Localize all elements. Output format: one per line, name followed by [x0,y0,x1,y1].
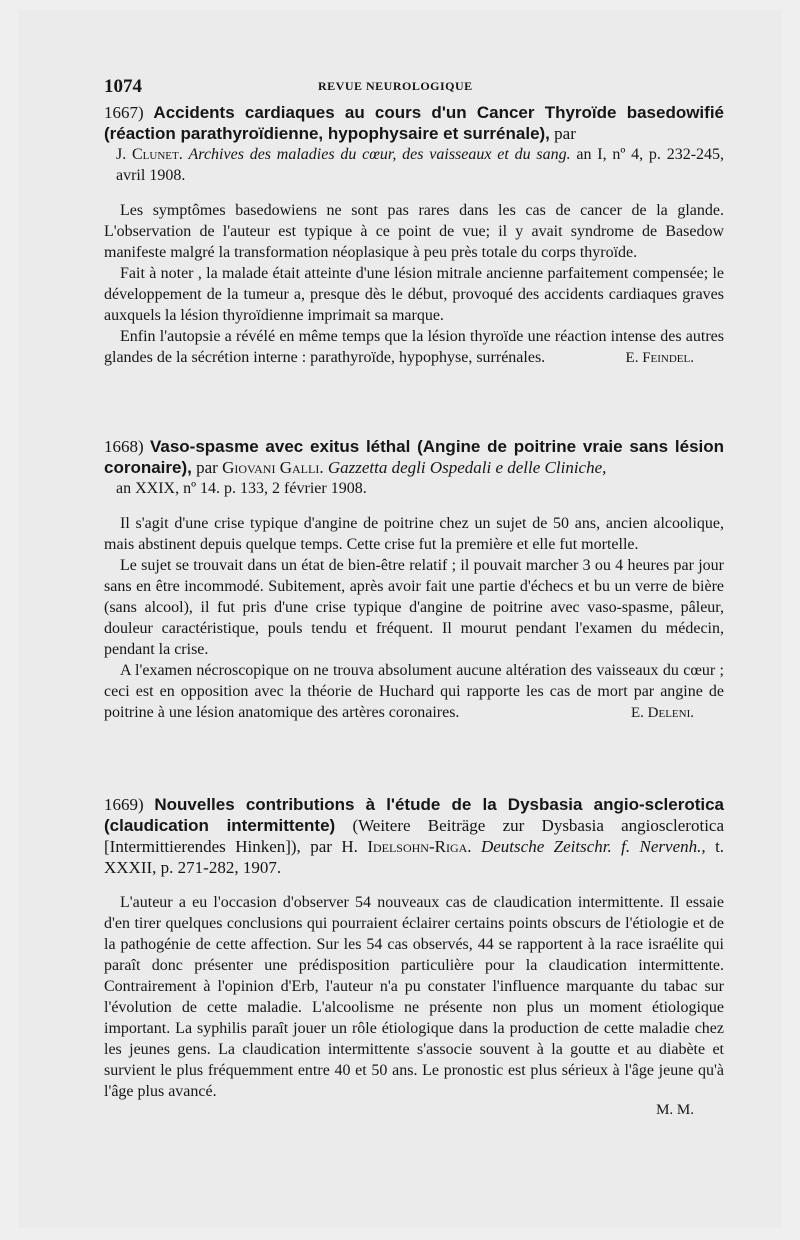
article-journal: Archives des maladies du cœur, des vaisseaux et du sang. [188,146,571,163]
article-author: J. Clunet. [116,146,183,163]
page-number: 1074 [104,76,142,97]
article-journal: Gazzetta degli Ospedali e delle Cliniche, [327,458,607,477]
by-word: par [554,124,576,143]
by-word: par [196,458,218,477]
article-author: H. Idelsohn-Riga. [341,837,472,856]
article-author: Giovani Galli. [222,458,324,477]
article-reference [104,144,724,186]
article-citation: t. XXXII, p. 271-282, 1907. [104,837,725,877]
page-header [104,76,724,98]
paragraph: L'auteur a eu l'occasion d'observer 54 nouveaux cas de claudication intermittente. Il essaie d'en tirer quelques conclusions qui pourraient éclairer certains points obscurs de l'étiologie et de la pathogénie de cette affection. Sur les 54 cas observés, 44 se rapportent à la race israélite qui paraît donc présenter une prédisposition particulière pour la claudication intermittente. Contrairement à l'opinion d'Erb, l'auteur n'a pu constater l'influence marquante du tabac sur l'évolution de cette maladie. L'alcoolisme ne présente non plus un moment étiologique important. La syphilis paraît jouer un rôle étiologique dans la production de cette maladie chez les jeunes gens. La claudication intermittente s'associe souvent à la goutte et au diabète et survient le plus fréquemment entre 40 et 50 ans. Le pronostic est plus sérieux à l'âge jeune qu'à l'âge plus avancé. [104,894,724,1100]
signature-text: M. M. [656,1102,694,1118]
paragraph: Fait à noter , la malade était atteinte d'une lésion mitrale ancienne parfaitement compensée; le développement de la tumeur a, presque dès le début, provoqué des accidents cardiaques graves auxquels la lésion thyroïdienne imprimait sa marque. [104,265,724,324]
article-heading: Vaso-spasme avec exitus léthal (Angine de poitrine vraie sans lésion coronaire), [104,437,725,477]
article-number: 1667) [104,103,144,122]
paragraph: Les symptômes basedowiens ne sont pas rares dans les cas de cancer de la glande. L'observation de l'auteur est typique à ce point de vue; il y avait syndrome de Basedow manifeste malgré la transformation néoplasique à peu près totale du corps thyroïde. [104,202,724,261]
article-number: 1669) [104,795,144,814]
article-citation: an I, nº 4, p. 232-245, avril 1908. [116,146,725,184]
article-reference [104,478,724,499]
article-1669 [104,794,724,1119]
paragraph: Enfin l'autopsie a révélé en même temps que la lésion thyroïde une réaction intense des autres glandes de la sécrétion interne : parathyroïde, hypophyse, surrénales. [104,328,724,366]
article-body [104,513,724,723]
article-title [104,102,724,144]
article-title [104,794,724,878]
paragraph: Le sujet se trouvait dans un état de bien-être relatif ; il pouvait marcher 3 ou 4 heures par jour sans en être incommodé. Subitement, après avoir fait une partie d'échecs et bu un verre de bière (sans alcool), il fut pris d'une crise typique d'angine de poitrine avec vaso-spasme, pâleur, douleur caractéristique, pouls tendu et fréquent. Il mourut pendant l'examen du médecin, pendant la crise. [104,557,724,658]
article-title [104,436,724,478]
article-1668 [104,436,724,722]
article-number: 1668) [104,437,144,456]
article-body [104,892,724,1102]
signature-text: E. Deleni. [630,705,694,721]
article-heading: Accidents cardiaques au cours d'un Cancer Thyroïde basedowifié (réaction parathyroïdienne, hypophysaire et surrénale), [104,103,724,143]
article-subtitle: (Weitere Beiträge zur Dysbasia angiosclerotica [Intermittierendes Hinken]), [104,816,725,856]
paragraph: Il s'agit d'une crise typique d'angine de poitrine chez un sujet de 50 ans, ancien alcoolique, mais abstinent depuis quelque temps. Cette crise fut la première et elle fut mortelle. [104,515,724,553]
article-citation: an XXIX, nº 14. p. 133, 2 février 1908. [116,480,367,497]
paragraph: A l'examen nécroscopique on ne trouva absolument aucune altération des vaisseaux du cœur ; ceci est en opposition avec la théorie de Huchard qui rapporte les cas de mort par angine de poitrine à une lésion anatomique des artères coronaires. [104,662,724,721]
by-word: par [310,837,332,856]
article-heading: Nouvelles contributions à l'étude de la Dysbasia angio-sclerotica (claudication intermittente) [104,795,724,835]
article-signature [104,1102,724,1119]
article-body [104,200,724,368]
article-journal: Deutsche Zeitschr. f. Nervenh., [480,837,706,856]
running-head: REVUE NEUROLOGIQUE [318,79,473,93]
article-1667 [104,102,724,367]
signature-text: E. Feindel. [625,350,694,366]
